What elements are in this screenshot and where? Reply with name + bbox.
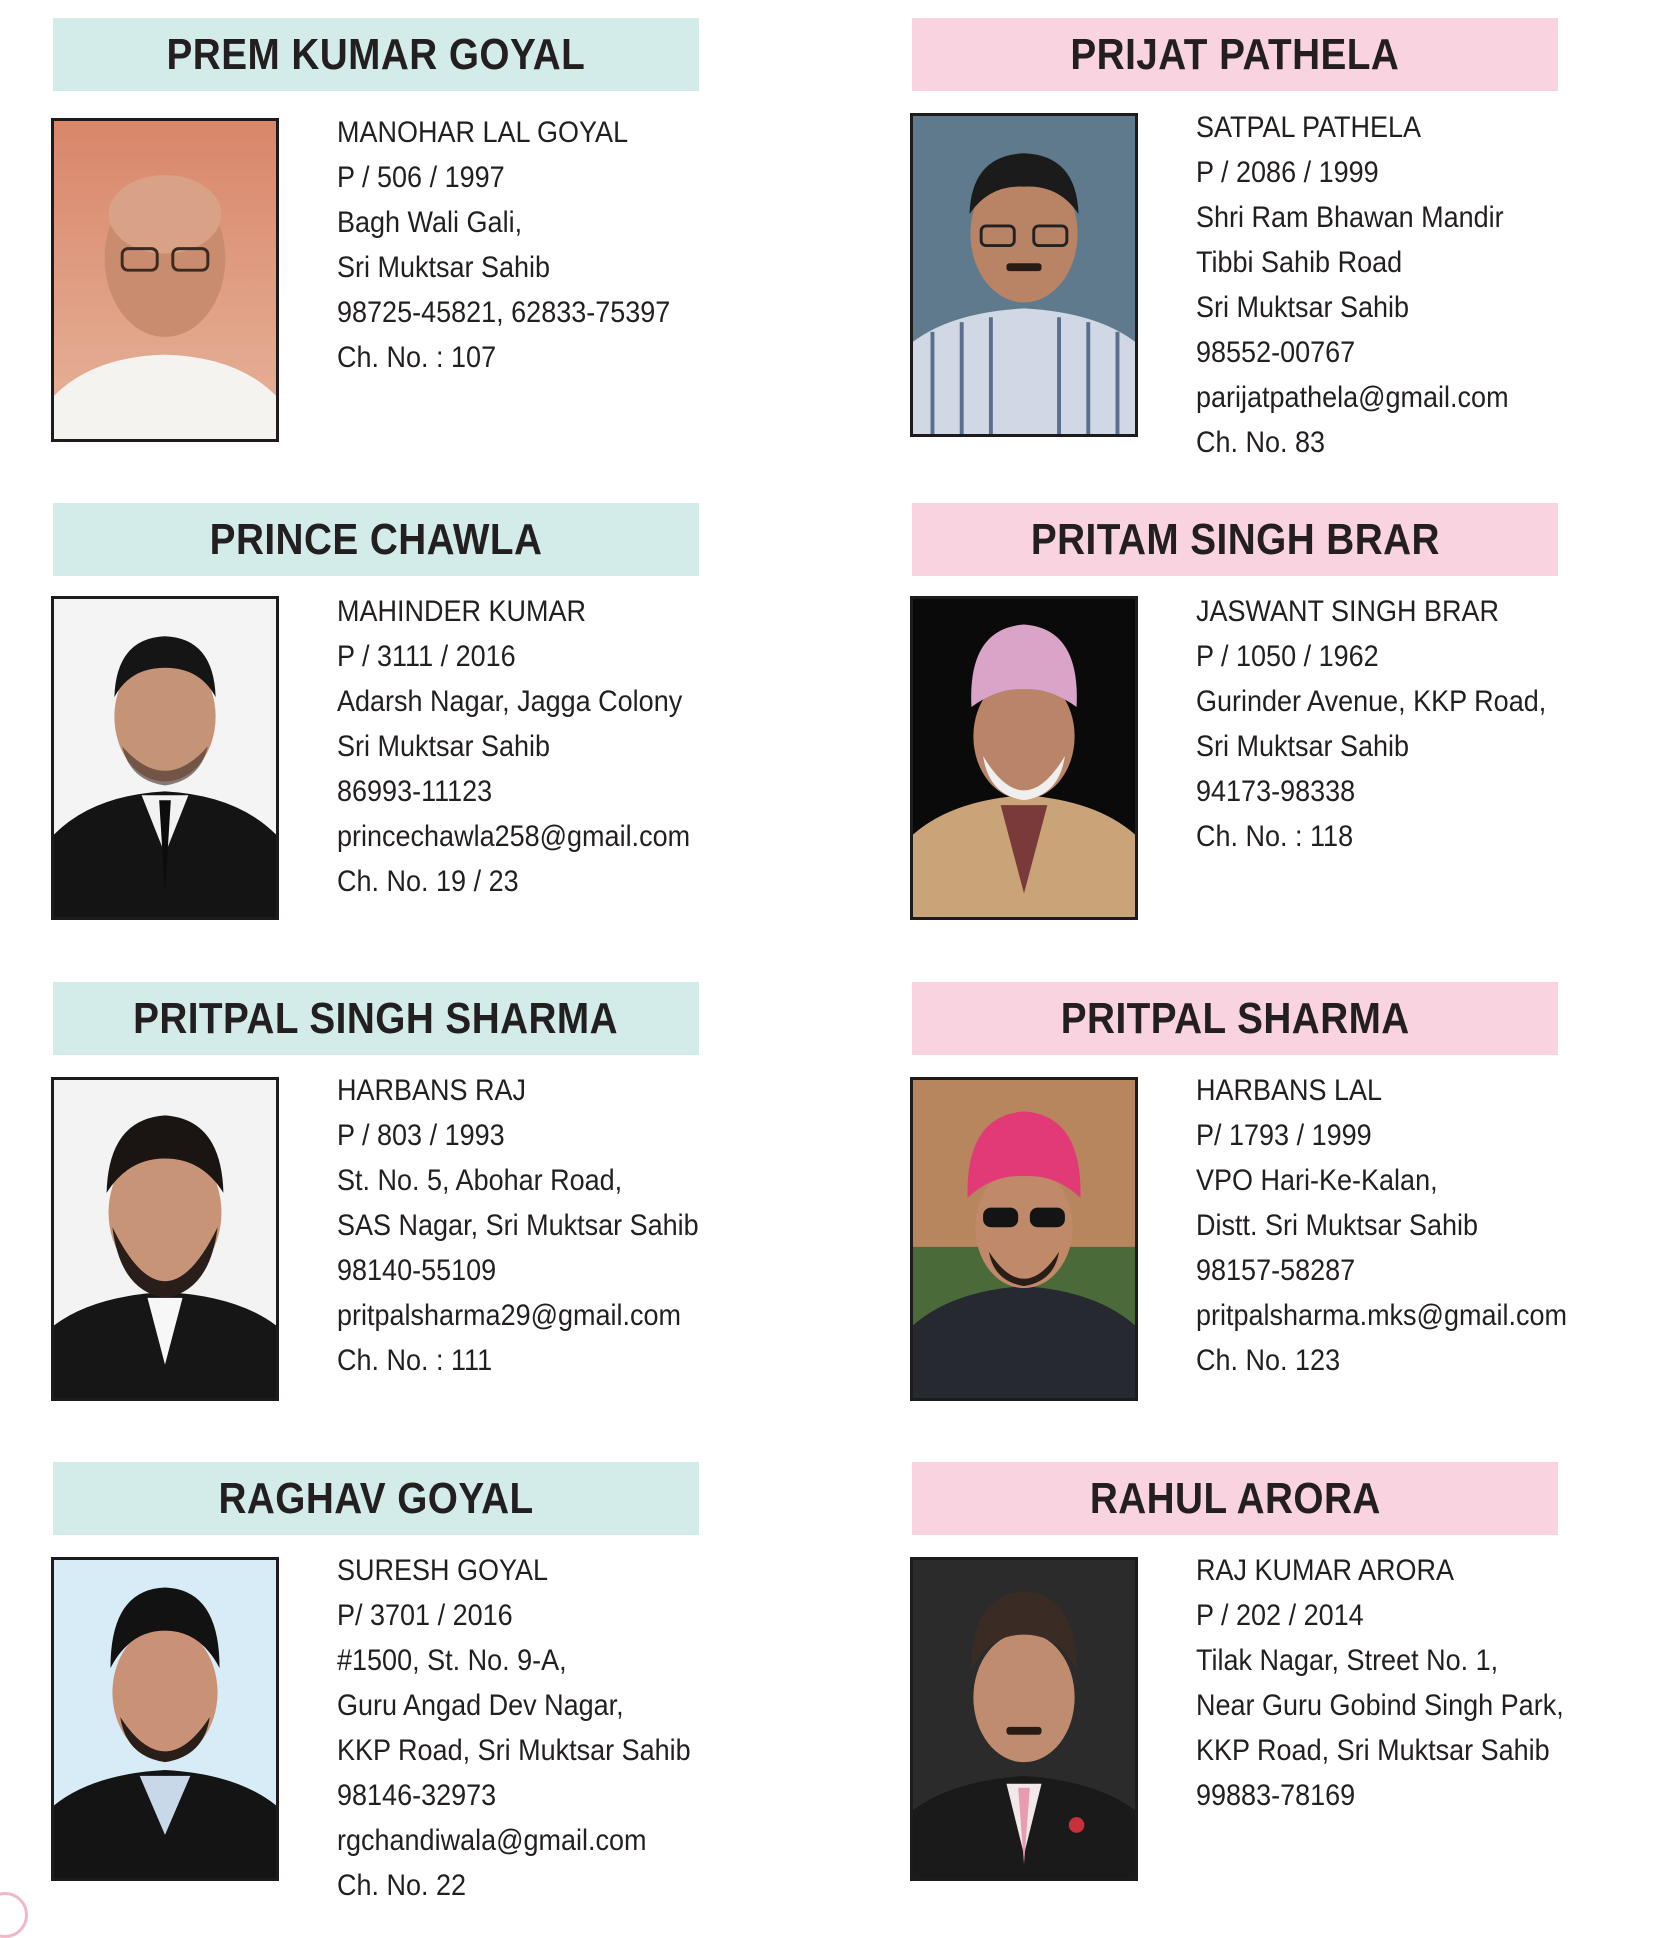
address-line: Sri Muktsar Sahib (337, 730, 551, 763)
address-line: Shri Ram Bhawan Mandir (1196, 201, 1504, 234)
father-name: JASWANT SINGH BRAR (1196, 595, 1500, 628)
corner-ornament (0, 1892, 28, 1938)
member-photo (910, 113, 1138, 437)
member-details (1196, 105, 1543, 465)
father-name: HARBANS LAL (1196, 1074, 1383, 1107)
email: pritpalsharma.mks@gmail.com (1196, 1299, 1568, 1332)
email: pritpalsharma29@gmail.com (337, 1299, 682, 1332)
member-name: PRITPAL SINGH SHARMA (133, 993, 619, 1043)
address-line: Sri Muktsar Sahib (337, 251, 551, 284)
address-line: VPO Hari-Ke-Kalan, (1196, 1164, 1438, 1197)
address-line: KKP Road, Sri Muktsar Sahib (337, 1734, 691, 1767)
member-photo (910, 596, 1138, 920)
phone-numbers: 98157-58287 (1196, 1254, 1356, 1287)
father-name: MANOHAR LAL GOYAL (337, 116, 629, 149)
member-card (53, 18, 753, 488)
chamber-number: Ch. No. 83 (1196, 426, 1326, 459)
member-name: RAGHAV GOYAL (218, 1473, 534, 1523)
email: rgchandiwala@gmail.com (337, 1824, 647, 1857)
address-line: St. No. 5, Abohar Road, (337, 1164, 623, 1197)
member-card (912, 18, 1612, 488)
registration-number: P/ 1793 / 1999 (1196, 1119, 1372, 1152)
member-name: RAHUL ARORA (1089, 1473, 1381, 1523)
registration-number: P / 2086 / 1999 (1196, 156, 1379, 189)
member-name-bar (53, 982, 699, 1055)
member-name-bar (53, 18, 699, 91)
address-line: Adarsh Nagar, Jagga Colony (337, 685, 683, 718)
chamber-number: Ch. No. : 107 (337, 341, 497, 374)
registration-number: P/ 3701 / 2016 (337, 1599, 513, 1632)
member-name-bar (912, 18, 1558, 91)
member-name: PREM KUMAR GOYAL (166, 29, 586, 79)
member-card (53, 1462, 753, 1932)
member-details (1196, 1068, 1608, 1383)
father-name: SATPAL PATHELA (1196, 111, 1422, 144)
father-name: RAJ KUMAR ARORA (1196, 1554, 1455, 1587)
member-photo (910, 1557, 1138, 1881)
member-photo (51, 1557, 279, 1881)
email: parijatpathela@gmail.com (1196, 381, 1509, 414)
chamber-number: Ch. No. 22 (337, 1869, 467, 1902)
member-details (337, 110, 707, 380)
member-card (912, 1462, 1612, 1932)
member-details (337, 589, 729, 904)
member-photo (910, 1077, 1138, 1401)
member-name-bar (53, 503, 699, 576)
phone-numbers: 98140-55109 (337, 1254, 497, 1287)
member-photo (51, 596, 279, 920)
member-details (337, 1068, 739, 1383)
address-line: Sri Muktsar Sahib (1196, 291, 1410, 324)
phone-numbers: 98146-32973 (337, 1779, 497, 1812)
father-name: MAHINDER KUMAR (337, 595, 587, 628)
registration-number: P / 1050 / 1962 (1196, 640, 1379, 673)
father-name: HARBANS RAJ (337, 1074, 527, 1107)
email: princechawla258@gmail.com (337, 820, 691, 853)
registration-number: P / 202 / 2014 (1196, 1599, 1364, 1632)
chamber-number: Ch. No. 19 / 23 (337, 865, 519, 898)
chamber-number: Ch. No. : 118 (1196, 820, 1354, 853)
phone-numbers: 98552-00767 (1196, 336, 1356, 369)
member-details (337, 1548, 730, 1908)
father-name: SURESH GOYAL (337, 1554, 549, 1587)
address-line: SAS Nagar, Sri Muktsar Sahib (337, 1209, 699, 1242)
phone-numbers: 86993-11123 (337, 775, 493, 808)
address-line: KKP Road, Sri Muktsar Sahib (1196, 1734, 1550, 1767)
address-line: Sri Muktsar Sahib (1196, 730, 1410, 763)
chamber-number: Ch. No. 123 (1196, 1344, 1341, 1377)
chamber-number: Ch. No. : 111 (337, 1344, 493, 1377)
address-line: Guru Angad Dev Nagar, (337, 1689, 624, 1722)
member-card (912, 503, 1612, 973)
member-name: PRITPAL SHARMA (1060, 993, 1410, 1043)
address-line: Gurinder Avenue, KKP Road, (1196, 685, 1547, 718)
member-details (1196, 589, 1585, 859)
member-name-bar (912, 503, 1558, 576)
member-photo (51, 118, 279, 442)
member-card (53, 982, 753, 1452)
registration-number: P / 803 / 1993 (337, 1119, 505, 1152)
member-card (53, 503, 753, 973)
member-photo (51, 1077, 279, 1401)
address-line: Near Guru Gobind Singh Park, (1196, 1689, 1564, 1722)
member-name: PRIJAT PATHELA (1070, 29, 1400, 79)
address-line: Tilak Nagar, Street No. 1, (1196, 1644, 1499, 1677)
address-line: Tibbi Sahib Road (1196, 246, 1403, 279)
member-name: PRITAM SINGH BRAR (1030, 514, 1440, 564)
member-name-bar (53, 1462, 699, 1535)
phone-numbers: 99883-78169 (1196, 1779, 1356, 1812)
address-line: Bagh Wali Gali, (337, 206, 523, 239)
member-name: PRINCE CHAWLA (209, 514, 543, 564)
registration-number: P / 506 / 1997 (337, 161, 505, 194)
phone-numbers: 98725-45821, 62833-75397 (337, 296, 671, 329)
phone-numbers: 94173-98338 (1196, 775, 1356, 808)
member-name-bar (912, 982, 1558, 1055)
address-line: Distt. Sri Muktsar Sahib (1196, 1209, 1479, 1242)
member-details (1196, 1548, 1605, 1818)
registration-number: P / 3111 / 2016 (337, 640, 516, 673)
member-card (912, 982, 1612, 1452)
address-line: #1500, St. No. 9-A, (337, 1644, 567, 1677)
member-name-bar (912, 1462, 1558, 1535)
